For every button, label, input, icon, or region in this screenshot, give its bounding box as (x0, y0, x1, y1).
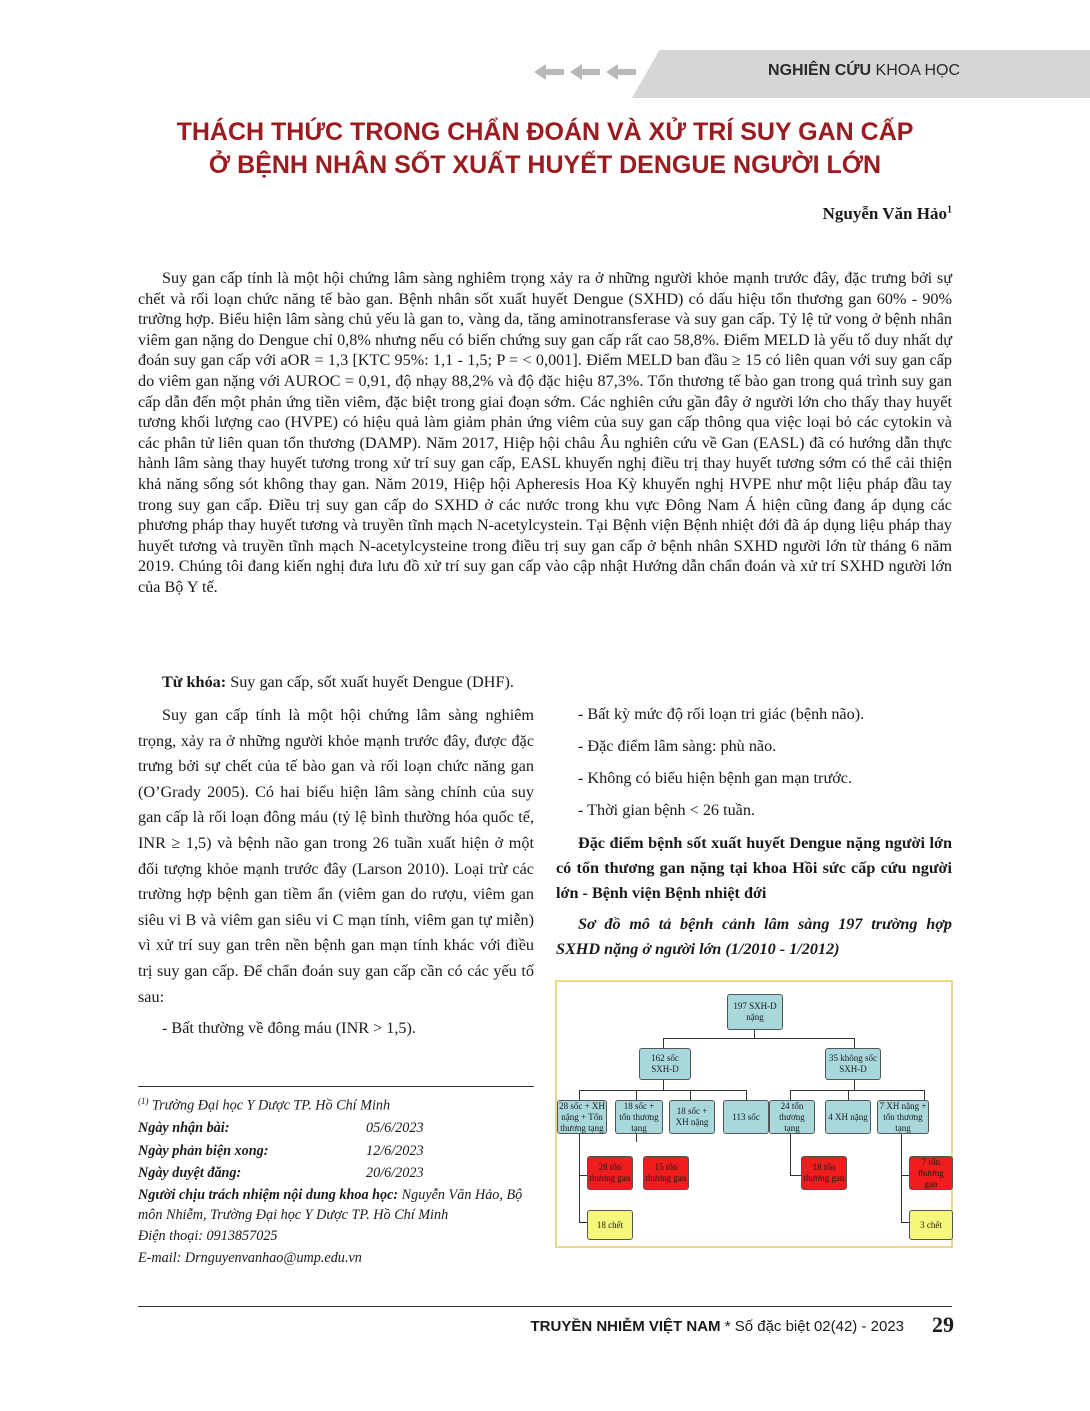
flow-node-l2: 28 sốc + XH nặng + Tổn thương tạng (557, 1100, 607, 1134)
connector (790, 1090, 791, 1100)
phone: Điện thoại: 0913857025 (138, 1227, 278, 1244)
keywords: Từ khóa: Suy gan cấp, sốt xuất huyết Dengue (DHF). (162, 673, 514, 691)
criteria-item: - Không có biểu hiện bệnh gan mạn trước. (578, 769, 853, 787)
flow-node-liver: 18 tổn thương gan (801, 1156, 847, 1190)
connector (854, 1080, 855, 1090)
connector (636, 1090, 637, 1100)
footnotes (138, 1090, 538, 1270)
criteria-item: - Đặc điểm lâm sàng: phù não. (578, 737, 777, 755)
author: Nguyễn Văn Hảo$^1$ (822, 204, 952, 223)
left-column (138, 703, 534, 1042)
connector (663, 1080, 664, 1090)
received-date: Ngày nhận bài: 05/6/2023 (138, 1120, 424, 1137)
flow-node-liver: 7 tổn thương gan (909, 1156, 953, 1190)
connector (924, 1090, 925, 1100)
email: E-mail: Drnguyenvanhao@ump.edu.vn (138, 1250, 362, 1267)
flow-node-no-shock: 35 không sốc SXH-D (825, 1048, 881, 1080)
connector (663, 1038, 855, 1039)
accepted-date: Ngày duyệt đăng: 20/6/2023 (138, 1165, 424, 1182)
abstract: Suy gan cấp tính là một hội chứng lâm sàng nghiêm trọng xảy ra ở những người khỏe mạnh trước đây, đặc trưng bởi sự chết và rối loạn chức năng tế bào gan. Bệnh nhân sốt xuất huyết Dengue (SXHD) có dấu hiệu tổn thương gan 60% - 90% trường hợp. Biểu hiện lâm sàng chủ yếu là gan to, vàng da, tăng aminotransferase và suy gan cấp. Tỷ lệ tử vong ở bệnh nhân viêm gan nặng do Dengue chỉ 0,8% nhưng nếu có biến chứng suy gan cấp rất cao 58,8%. Điểm MELD là yếu tố duy nhất dự đoán suy gan cấp với aOR = 1,3 [KTC 95%: 1,1 - 1,5; P = < 0,001]. Điểm MELD ban đầu ≥ 15 có liên quan với suy gan cấp do viêm gan nặng với AUROC = 0,91, độ nhạy 88,2% và độ đặc hiệu 87,3%. Tổn thương tế bào gan trong quá trình suy gan cấp dẫn đến một phản ứng tiền viêm, đặc biệt trong giai đoạn sớm. Các nghiên cứu gần đây ở người lớn cho thấy thay huyết tương khối lượng cao (HVPE) có hiệu quả làm giảm phản ứng viêm của suy gan cấp thông qua việc loại bỏ các cytokin và các phân tử liên quan tổn thương (DAMP). Năm 2017, Hiệp hội châu Âu nghiên cứu về Gan (EASL) đã có hướng dẫn thực hành lâm sàng thay huyết tương trong xử trí suy gan cấp, EASL khuyến nghị điều trị thay huyết tương sớm có thể cải thiện khả năng sống sót không thay gan. Năm 2019, Hiệp hội Apheresis Hoa Kỳ khuyến nghị HVPE như một liệu pháp đầu tay trong suy gan cấp. Điều trị suy gan cấp do SXHD ở các nước trong khu vực Đông Nam Á hiện cũng đang áp dụng các phương pháp thay huyết tương và truyền tĩnh mạch N-acetylcystein. Tại Bệnh viện Bệnh nhiệt đới đã áp dụng liệu pháp thay huyết tương và truyền tĩnh mạch N-acetylcysteine trong điều trị suy gan cấp ở bệnh nhân SXHD người lớn từ tháng 6 năm 2019. Chúng tôi đang kiến nghị đưa lưu đồ xử trí suy gan cấp vào cập nhật Hướng dẫn chẩn đoán và xử trí SXHD người lớn của Bộ Y tế. (138, 269, 952, 596)
reviewed-date: Ngày phản biện xong: 12/6/2023 (138, 1142, 424, 1159)
connector (790, 1132, 791, 1175)
body-paragraph: Suy gan cấp tính là một hội chứng lâm sàng nghiêm trọng, xảy ra ở những người khỏe mạnh trước đây, được đặc trưng bởi sự chết của tế bào gan và rối loạn chức năng gan (O’Grady 2005). Có hai biểu hiện lâm sàng chính của suy gan cấp là rối loạn đông máu (tỷ lệ bình thường hóa quốc tế, INR ≥ 1,5) và bệnh não gan trong 26 tuần xuất hiện ở một đối tượng khỏe mạnh trước đây (Larson 2010). Loại trừ các trường hợp bệnh gan tiềm ẩn (viêm gan do rượu, viêm gan siêu vi B và viêm gan siêu vi C mạn tính, viêm gan tự miễn) vì xử trí suy gan trên nền bệnh gan mạn tính khác với điều trị suy gan cấp. Để chẩn đoán suy gan cấp cần có các yếu tố sau: (138, 706, 534, 1006)
flow-node-shock: 162 sốc SXH-D (639, 1048, 691, 1080)
flow-node-death: 18 chết (587, 1210, 633, 1240)
section-heading: Đặc điểm bệnh sốt xuất huyết Dengue nặng người lớn có tổn thương gan nặng tại khoa Hồi sức cấp cứu người lớn - Bệnh viện Bệnh nhiệt đới (556, 834, 952, 902)
connector (754, 1030, 755, 1038)
connector (579, 1090, 747, 1091)
flow-node-liver: 15 tổn thương gan (643, 1156, 689, 1190)
connector (901, 1132, 902, 1222)
criteria-item: - Thời gian bệnh < 26 tuần. (578, 801, 755, 819)
connector (579, 1090, 580, 1100)
flow-node-l2: 24 tổn thương tạng (769, 1100, 815, 1134)
right-column (556, 703, 952, 962)
journal-name: TRUYỀN NHIỄM VIỆT NAM * Số đặc biệt 02(42) - 2023 (530, 1318, 904, 1335)
flowchart (555, 980, 953, 1248)
flow-node-l2: 7 XH nặng + tổn thương tạng (877, 1100, 929, 1134)
criteria-item: - Bất thường về đông máu (INR > 1,5). (162, 1019, 416, 1038)
responsible-person: Người chịu trách nhiệm nội dung khoa học: Nguyễn Văn Hảo, Bộ môn Nhiễm, Trường Đại học Y Dược TP. Hồ Chí Minh (138, 1186, 523, 1223)
flow-node-l2: 18 sốc + XH nặng (669, 1100, 715, 1134)
article-title (100, 116, 990, 182)
flow-node-l2: 4 XH nặng (825, 1100, 871, 1134)
flow-node-liver: 28 tổn thương gan (587, 1156, 633, 1190)
affiliation: $^{(1)}$ Trường Đại học Y Dược TP. Hồ Chí Minh (138, 1096, 391, 1114)
arrow-left-icon (534, 62, 638, 82)
title-line-2: Ở BỆNH NHÂN SỐT XUẤT HUYẾT DENGUE NGƯỜI LỚN (208, 151, 882, 179)
connector (579, 1132, 580, 1222)
connector (663, 1038, 664, 1048)
section-label: NGHIÊN CỨU KHOA HỌC (768, 62, 960, 79)
connector (848, 1090, 849, 1100)
footer-divider (138, 1306, 952, 1307)
connector (790, 1090, 925, 1091)
figure-caption: Sơ đồ mô tả bệnh cảnh lâm sàng 197 trường hợp SXHD nặng ở người lớn (1/2010 - 1/2012) (556, 915, 952, 958)
flow-node-death: 3 chết (909, 1210, 953, 1240)
page-number: 29 (932, 1312, 954, 1337)
flow-node-l2: 18 sốc + tổn thương tạng (615, 1100, 663, 1134)
flow-node-l2: 113 sốc (723, 1100, 769, 1134)
criteria-item: - Bất kỳ mức độ rối loạn tri giác (bệnh não). (578, 705, 865, 723)
title-line-1: THÁCH THỨC TRONG CHẨN ĐOÁN VÀ XỬ TRÍ SUY GAN CẤP (176, 118, 914, 146)
connector (746, 1090, 747, 1100)
connector (690, 1090, 691, 1100)
footnote-divider (138, 1086, 534, 1087)
flow-node-root: 197 SXH-D nặng (727, 994, 783, 1030)
connector (854, 1038, 855, 1048)
